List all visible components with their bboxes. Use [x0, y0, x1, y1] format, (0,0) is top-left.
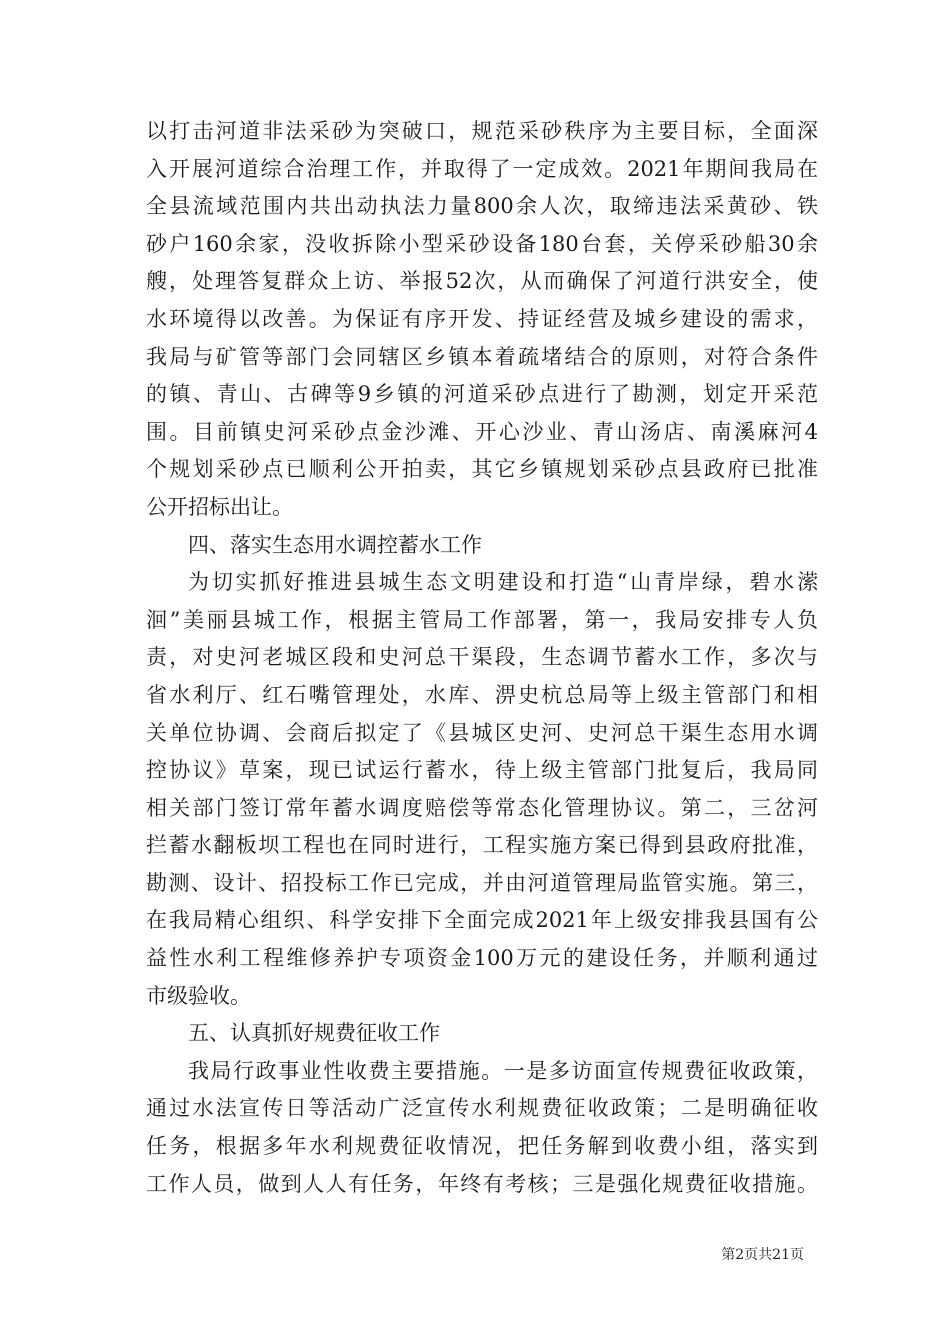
- text-line: 的镇、青山、古碑等9乡镇的河道采砂点进行了勘测，划定开采范: [146, 382, 818, 407]
- text-line: 相关部门签订常年蓄水调度赔偿等常态化管理协议。第二，三岔河: [146, 795, 818, 820]
- document-body: [146, 113, 818, 1203]
- text-line: 围。目前镇史河采砂点金沙滩、开心沙业、青山汤店、南溪麻河4: [146, 419, 818, 444]
- text-line: 任务，根据多年水利规费征收情况，把任务解到收费小组，落实到: [146, 1134, 818, 1159]
- text-line: 省水利厅、红石嘴管理处，水库、淠史杭总局等上级主管部门和相: [146, 682, 818, 707]
- text-line: 艘，处理答复群众上访、举报52次，从而确保了河道行洪安全，使: [146, 269, 818, 294]
- text-line: 个规划采砂点已顺利公开拍卖，其它乡镇规划采砂点县政府已批准: [146, 457, 818, 482]
- text-line: 市级验收。: [146, 983, 251, 1008]
- text-line: 益性水利工程维修养护专项资金100万元的建设任务，并顺利通过: [146, 946, 818, 971]
- text-line: 我局行政事业性收费主要措施。一是多访面宣传规费征收政策，: [188, 1058, 818, 1083]
- text-line: 全县流域范围内共出动执法力量800余人次，取缔违法采黄砂、铁: [146, 194, 818, 219]
- text-line: 勘测、设计、招投标工作已完成，并由河道管理局监管实施。第三，: [146, 870, 818, 895]
- text-line: 公开招标出让。: [146, 494, 293, 519]
- text-line: 砂户160余家，没收拆除小型采砂设备180台套，关停采砂船30余: [146, 231, 818, 256]
- text-line: 以打击河道非法采砂为突破口，规范采砂秩序为主要目标，全面深: [146, 119, 818, 143]
- page-number: 第2页共21页: [721, 1247, 804, 1263]
- text-line: 在我局精心组织、科学安排下全面完成2021年上级安排我县国有公: [146, 908, 818, 933]
- text-line: 控协议》草案，现已试运行蓄水，待上级主管部门批复后，我局同: [146, 758, 818, 783]
- text-line: 拦蓄水翻板坝工程也在同时进行，工程实施方案已得到县政府批准，: [146, 833, 818, 858]
- text-line: 为切实抓好推进县城生态文明建设和打造“山青岸绿，碧水潆: [188, 570, 818, 595]
- text-line: 洄”美丽县城工作，根据主管局工作部署，第一，我局安排专人负: [146, 607, 818, 632]
- section-heading: 四、落实生态用水调控蓄水工作: [188, 532, 482, 557]
- text-line: 关单位协调、会商后拟定了《县城区史河、史河总干渠生态用水调: [146, 720, 818, 745]
- text-line: 责，对史河老城区段和史河总干渠段，生态调节蓄水工作，多次与: [146, 645, 818, 670]
- text-line: 入开展河道综合治理工作，并取得了一定成效。2021年期间我局在: [146, 156, 818, 181]
- text-line: 水环境得以改善。为保证有序开发、持证经营及城乡建设的需求，: [146, 306, 818, 331]
- text-line: 工作人员，做到人人有任务，年终有考核；三是强化规费征收措施。: [146, 1171, 818, 1196]
- text-line: 通过水法宣传日等活动广泛宣传水利规费征收政策；二是明确征收: [146, 1096, 818, 1121]
- text-line: 我局与矿管等部门会同辖区乡镇本着疏堵结合的原则，对符合条件: [146, 344, 818, 369]
- section-heading: 五、认真抓好规费征收工作: [188, 1021, 440, 1046]
